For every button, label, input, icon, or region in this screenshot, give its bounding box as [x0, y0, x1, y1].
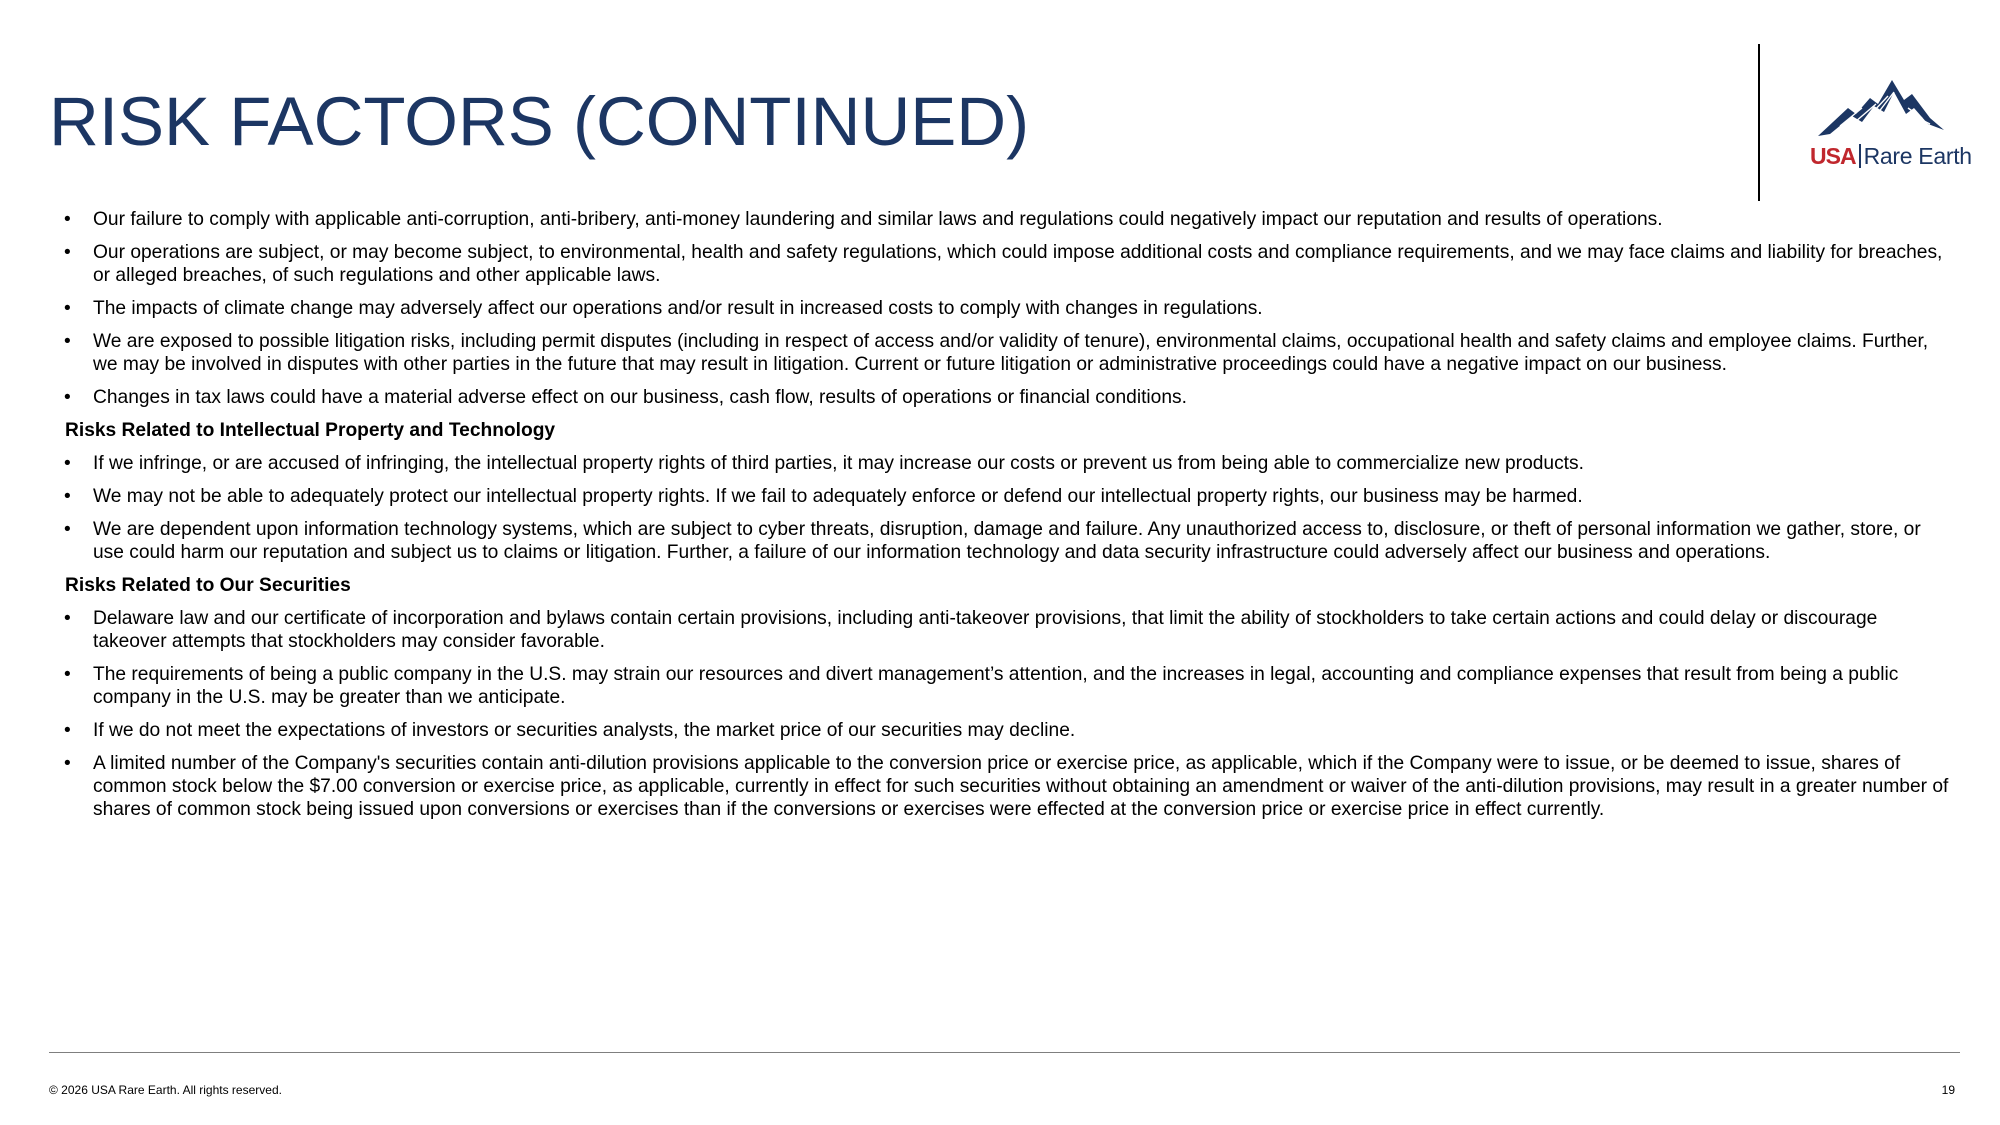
- list-item: [62, 518, 1952, 564]
- list-item-text: We are dependent upon information technology systems, which are subject to cyber threats, disruption, damage and failure. Any unauthorized access to, disclosure, or theft of personal information we gather, store, or use could harm our reputation and subject us to claims or litigation. Further, a failure of our information technology and data security infrastructure could adversely affect our business and operations.: [93, 519, 1921, 563]
- logo-rare-earth-text: Rare Earth: [1863, 143, 1972, 169]
- section-heading-securities: Risks Related to Our Securities: [65, 575, 351, 596]
- list-item: [62, 241, 1952, 287]
- list-item: [62, 330, 1952, 376]
- bullet-icon: •: [64, 242, 71, 263]
- risk-factors-content: [62, 208, 1952, 831]
- bullet-icon: •: [64, 331, 71, 352]
- mountains-icon: [1818, 78, 1944, 136]
- list-item: [62, 208, 1952, 231]
- list-item-text: The requirements of being a public company in the U.S. may strain our resources and divert management’s attention, and the increases in legal, accounting and compliance expenses that result from being a public company in the U.S. may be greater than we anticipate.: [93, 664, 1899, 708]
- list-item: [62, 485, 1952, 508]
- section-heading-ip: Risks Related to Intellectual Property and Technology: [65, 420, 556, 441]
- list-item-text: Our operations are subject, or may become subject, to environmental, health and safety regulations, which could impose additional costs and compliance requirements, and we may face claims and liability for breaches, or alleged breaches, of such regulations and other applicable laws.: [93, 242, 1943, 286]
- list-item: [62, 452, 1952, 475]
- list-item-text: If we do not meet the expectations of investors or securities analysts, the market price of our securities may decline.: [93, 720, 1076, 741]
- list-item: [62, 386, 1952, 409]
- logo-separator: [1859, 144, 1861, 168]
- list-item: [62, 297, 1952, 320]
- page-title: RISK FACTORS (CONTINUED): [49, 83, 1030, 160]
- list-item-text: A limited number of the Company's securities contain anti-dilution provisions applicable to the conversion price or exercise price, as applicable, which if the Company were to issue, or be deemed to issue, shares of common stock below the $7.00 conversion or exercise price, as applicable, currently in effect for such securities without obtaining an amendment or waiver of the anti-dilution provisions, may result in a greater number of shares of common stock being issued upon conversions or exercises than if the conversions or exercises were effected at the conversion price or exercise price in effect currently.: [93, 753, 1949, 820]
- copyright-text: © 2026 USA Rare Earth. All rights reserved.: [49, 1083, 282, 1097]
- list-item-text: We may not be able to adequately protect our intellectual property rights. If we fail to adequately enforce or defend our intellectual property rights, our business may be harmed.: [93, 486, 1583, 507]
- list-item: [62, 607, 1952, 653]
- list-item-text: Delaware law and our certificate of incorporation and bylaws contain certain provisions, including anti-takeover provisions, that limit the ability of stockholders to take certain actions and could delay or discourage takeover attempts that stockholders may consider favorable.: [93, 608, 1878, 652]
- list-item: [62, 719, 1952, 742]
- bullet-icon: •: [64, 664, 71, 685]
- bullet-icon: •: [64, 453, 71, 474]
- footer-divider: [49, 1052, 1960, 1053]
- logo-usa-text: USA: [1810, 143, 1856, 169]
- logo-wordmark: [1810, 142, 1972, 170]
- list-item: [62, 663, 1952, 709]
- bullet-icon: •: [64, 753, 71, 774]
- bullet-icon: •: [64, 387, 71, 408]
- bullet-icon: •: [64, 209, 71, 230]
- list-item: [62, 752, 1952, 821]
- bullet-icon: •: [64, 608, 71, 629]
- bullet-icon: •: [64, 486, 71, 507]
- page-number: 19: [1941, 1083, 1955, 1097]
- list-item-text: The impacts of climate change may adversely affect our operations and/or result in increased costs to comply with changes in regulations.: [93, 298, 1263, 319]
- header-divider: [1758, 44, 1760, 201]
- company-logo: [1800, 72, 1980, 172]
- list-item-text: If we infringe, or are accused of infringing, the intellectual property rights of third parties, it may increase our costs or prevent us from being able to commercialize new products.: [93, 453, 1584, 474]
- list-item-text: Our failure to comply with applicable anti-corruption, anti-bribery, anti-money laundering and similar laws and regulations could negatively impact our reputation and results of operations.: [93, 209, 1663, 230]
- list-item-text: We are exposed to possible litigation risks, including permit disputes (including in respect of access and/or validity of tenure), environmental claims, occupational health and safety claims and employee claims. Further, we may be involved in disputes with other parties in the future that may result in litigation. Current or future litigation or administrative proceedings could have a negative impact on our business.: [93, 331, 1929, 375]
- bullet-icon: •: [64, 519, 71, 540]
- bullet-icon: •: [64, 298, 71, 319]
- bullet-icon: •: [64, 720, 71, 741]
- list-item-text: Changes in tax laws could have a material adverse effect on our business, cash flow, results of operations or financial conditions.: [93, 387, 1187, 408]
